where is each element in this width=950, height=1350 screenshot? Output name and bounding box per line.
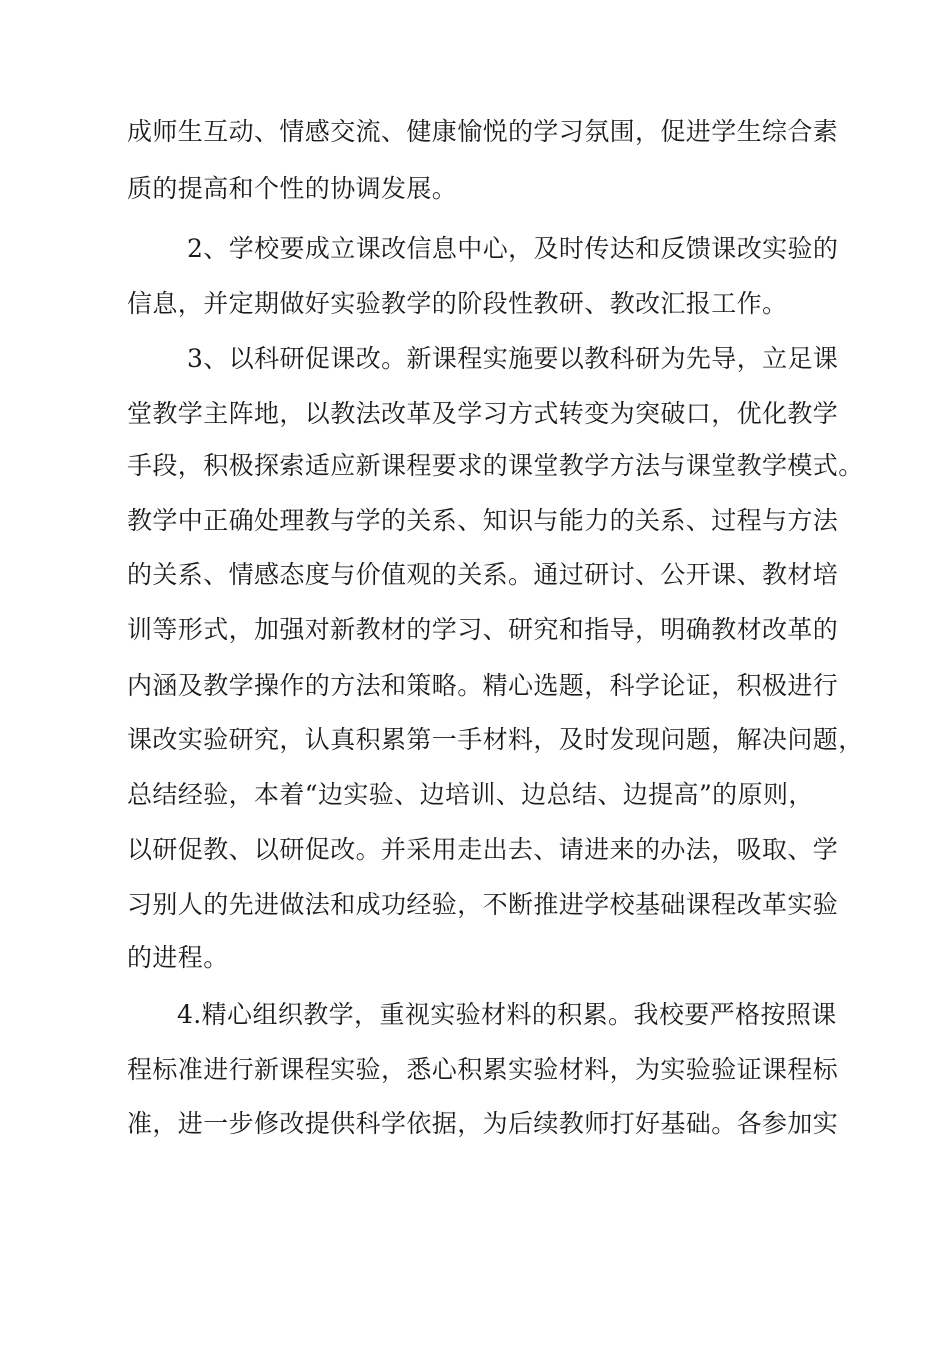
paragraph-2-line-2: 信息，并定期做好实验教学的阶段性教研、教改汇报工作。 [127, 289, 788, 318]
paragraph-3-line-7: 内涵及教学操作的方法和策略。精心选题，科学论证，积极进行 [127, 671, 839, 700]
paragraph-3-line-11: 习别人的先进做法和成功经验，不断推进学校基础课程改革实验 [127, 890, 839, 919]
paragraph-3-line-5: 的关系、情感态度与价值观的关系。通过研讨、公开课、教材培 [127, 560, 839, 589]
paragraph-3-line-1: 3、以科研促课改。新课程实施要以教科研为先导，立足课 [187, 344, 839, 373]
paragraph-1-line-2: 质的提高和个性的协调发展。 [127, 174, 458, 203]
paragraph-3-line-4: 教学中正确处理教与学的关系、知识与能力的关系、过程与方法 [127, 506, 839, 535]
paragraph-4-line-1: 4.精心组织教学，重视实验材料的积累。我校要严格按照课 [177, 1000, 837, 1029]
paragraph-3-line-8: 课改实验研究，认真积累第一手材料，及时发现问题，解决问题， [127, 725, 864, 754]
paragraph-3-line-3: 手段，积极探索适应新课程要求的课堂教学方法与课堂教学模式。 [127, 451, 864, 480]
paragraph-2-line-1: 2、学校要成立课改信息中心，及时传达和反馈课改实验的 [187, 234, 839, 263]
paragraph-4-line-3: 准，进一步修改提供科学依据，为后续教师打好基础。各参加实 [127, 1109, 839, 1138]
paragraph-3-line-2: 堂教学主阵地，以教法改革及学习方式转变为突破口，优化教学 [127, 399, 839, 428]
paragraph-3-line-12: 的进程。 [127, 943, 229, 972]
paragraph-3-line-6: 训等形式，加强对新教材的学习、研究和指导，明确教材改革的 [127, 615, 839, 644]
paragraph-1-line-1: 成师生互动、情感交流、健康愉悦的学习氛围，促进学生综合素 [127, 117, 839, 146]
paragraph-3-line-10: 以研促教、以研促改。并采用走出去、请进来的办法，吸取、学 [127, 835, 839, 864]
paragraph-4-line-2: 程标准进行新课程实验，悉心积累实验材料，为实验验证课程标 [127, 1055, 839, 1084]
paragraph-3-line-9: 总结经验，本着“边实验、边培训、边总结、边提高”的原则， [127, 780, 814, 809]
